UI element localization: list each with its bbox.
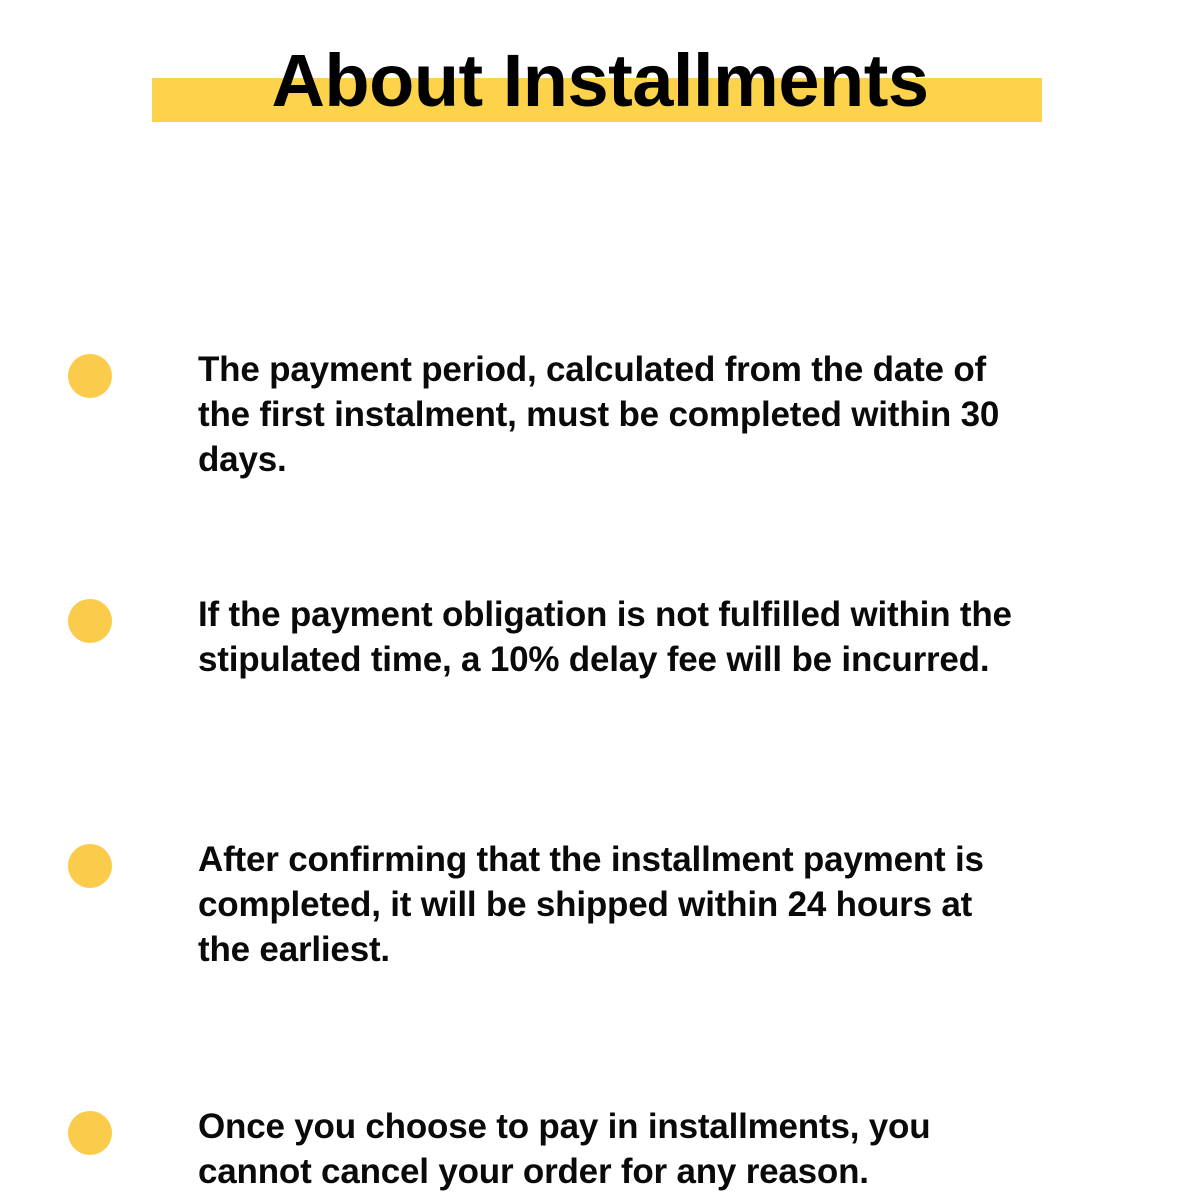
page-title-block — [0, 0, 1200, 150]
list-item-text: Once you choose to pay in installments, you cannot cancel your order for any reason. — [198, 1107, 931, 1191]
list-item-text: The payment period, calculated from the date of the first instalment, must be completed within 30 days. — [198, 350, 1000, 479]
list-item — [0, 593, 1200, 683]
list-item — [0, 348, 1200, 482]
list-item — [0, 838, 1200, 972]
list-item-text: If the payment obligation is not fulfilled within the stipulated time, a 10% delay fee will be incurred. — [198, 595, 1012, 679]
list-item — [0, 1105, 1200, 1195]
page-title: About Installments — [271, 39, 929, 122]
bullet-dot-icon — [68, 354, 112, 398]
bullet-dot-icon — [68, 1111, 112, 1155]
bullet-dot-icon — [68, 844, 112, 888]
list-item-text: After confirming that the installment payment is completed, it will be shipped within 24 hours at the earliest. — [198, 840, 984, 969]
bullet-dot-icon — [68, 599, 112, 643]
